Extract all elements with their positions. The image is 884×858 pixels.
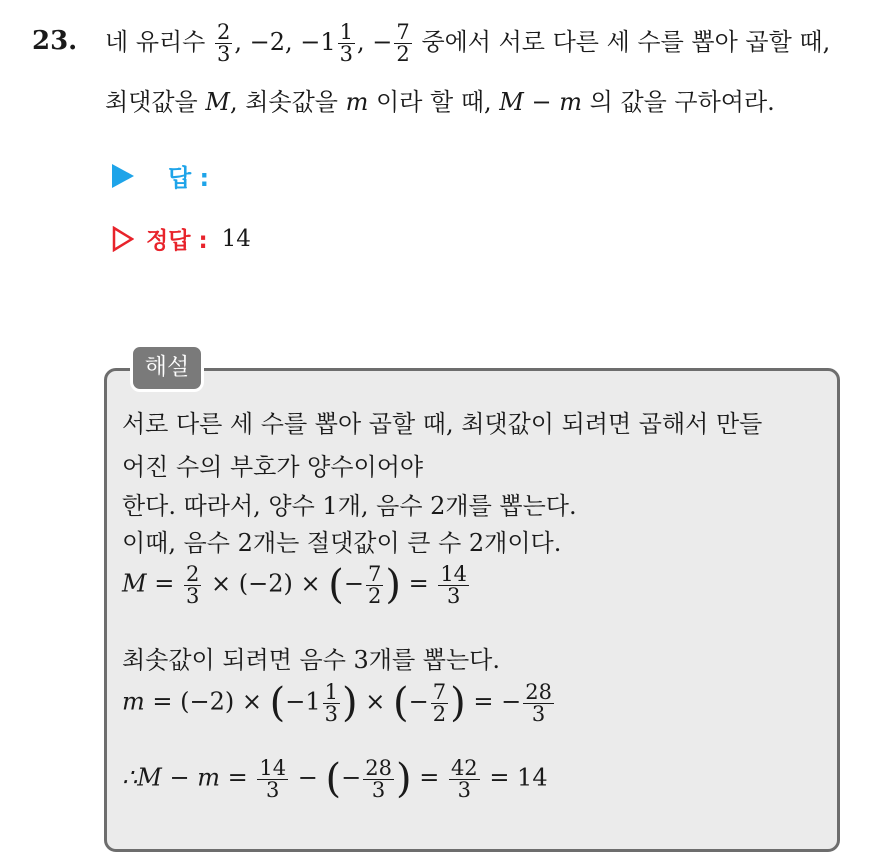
fraction: $\frac{2}{3}$ — [217, 20, 231, 66]
question-text: 네 유리수 — [105, 28, 206, 56]
solution-line: 한다. 따라서, 양수 1개, 음수 2개를 뽑는다. — [122, 492, 577, 520]
question-number: 23. — [32, 26, 78, 56]
question-text: 중에서 서로 다른 세 수를 뽑아 곱할 때, — [421, 28, 831, 56]
math-var: M — [205, 88, 230, 116]
question-text: , −2, −1 — [234, 28, 336, 56]
fraction: $\frac{1}{3}$ — [339, 20, 354, 66]
question-text: , 최솟값을 — [229, 88, 338, 116]
answer-row — [112, 158, 209, 193]
math-var: m — [345, 88, 369, 116]
question-text: 의 값을 구하여라. — [589, 88, 775, 116]
solution-line: 어진 수의 부호가 양수이어야 — [122, 453, 424, 481]
play-icon — [112, 164, 134, 188]
equation-result: ∴M − m = $\frac{14}{3}$ − (− $\frac{28}{3}$ ) = $\frac{42}{3}$ = 14 — [122, 755, 548, 802]
play-outline-icon — [112, 226, 134, 252]
math-expr: M − m — [499, 88, 582, 116]
equation-m: m = (−2) × (−1 $\frac{1}{3}$ ) × (− $\frac{7}{2}$ ) = − $\frac{28}{3}$ — [122, 679, 552, 726]
answer-label: 답 : — [168, 164, 210, 192]
correct-answer-label: 정답 : — [146, 228, 208, 254]
correct-answer-row — [112, 222, 251, 255]
solution-line: 최솟값이 되려면 음수 3개를 뽑는다. — [122, 646, 500, 674]
solution-line: 이때, 음수 2개는 절댓값이 큰 수 2개이다. — [122, 529, 562, 557]
question-text: , − — [357, 28, 393, 56]
question-line-1 — [105, 22, 830, 65]
question-text: 최댓값을 — [105, 88, 198, 116]
question-line-2 — [105, 82, 775, 117]
correct-answer-value: 14 — [221, 225, 251, 252]
solution-tag: 해설 — [130, 344, 204, 392]
equation-M: M = $\frac{2}{3}$ × (−2) × (− $\frac{7}{2}$ ) = $\frac{14}{3}$ — [122, 561, 468, 608]
question-text: 이라 할 때, — [376, 88, 492, 116]
fraction: $\frac{7}{2}$ — [396, 20, 410, 66]
solution-line: 서로 다른 세 수를 뽑아 곱할 때, 최댓값이 되려면 곱해서 만들 — [122, 410, 763, 438]
